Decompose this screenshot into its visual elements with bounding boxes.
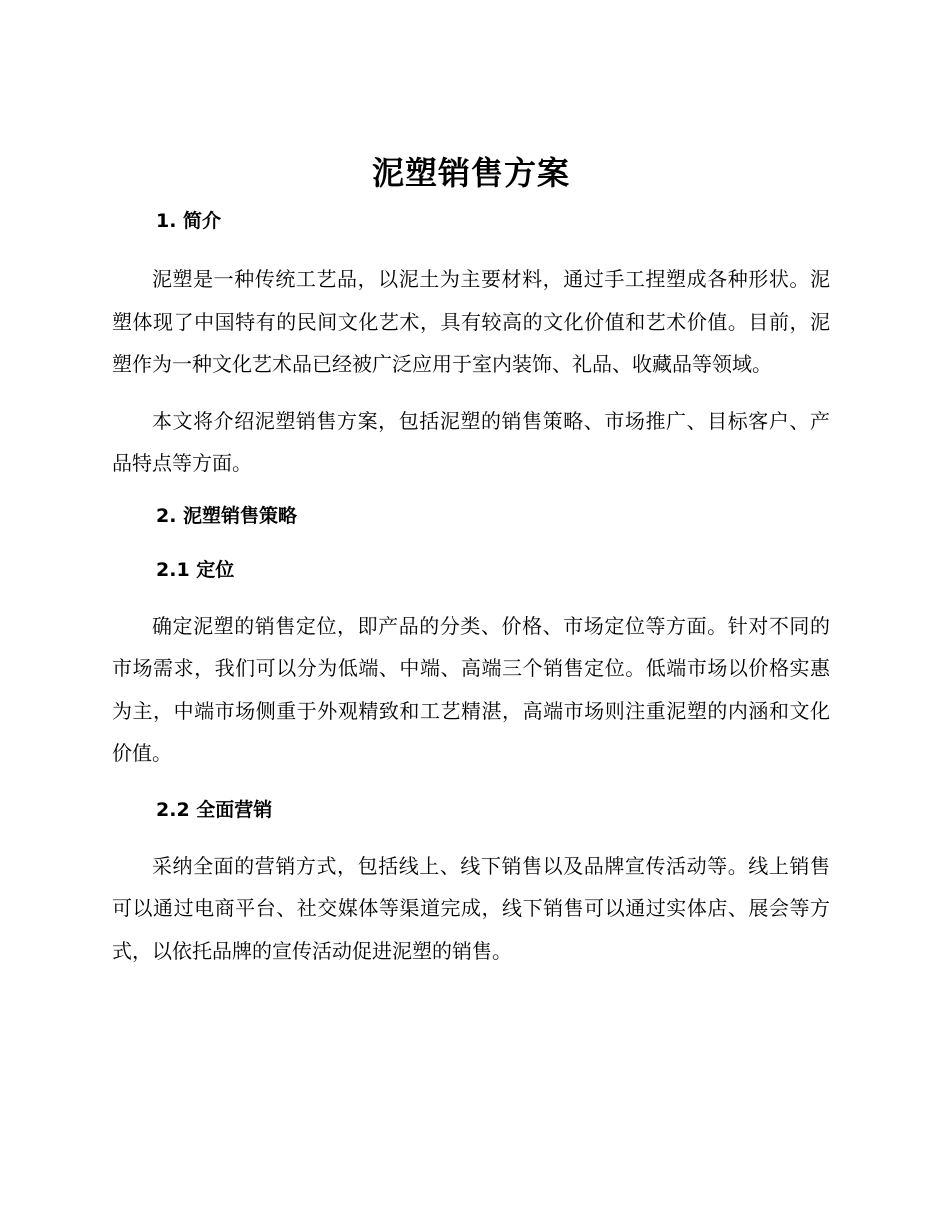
intro-paragraph-2: 本文将介绍泥塑销售方案，包括泥塑的销售策略、市场推广、目标客户、产品特点等方面。: [112, 408, 830, 475]
marketing-paragraph: 采纳全面的营销方式，包括线上、线下销售以及品牌宣传活动等。线上销售可以通过电商平台、社交媒体等渠道完成，线下销售可以通过实体店、展会等方式，以依托品牌的宣传活动促进泥塑的销售。: [112, 853, 830, 963]
subsection-heading-positioning: 2.1 定位: [156, 558, 235, 581]
section-heading-intro: 1. 简介: [156, 210, 222, 232]
intro-paragraph-1: 泥塑是一种传统工艺品，以泥土为主要材料，通过手工捏塑成各种形状。泥塑体现了中国特有的民间文化艺术，具有较高的文化价值和艺术价值。目前，泥塑作为一种文化艺术品已经被广泛应用于室内装饰、礼品、收藏品等领域。: [112, 267, 830, 376]
section-heading-sales-strategy: 2. 泥塑销售策略: [156, 504, 298, 527]
document-body: [112, 150, 830, 972]
positioning-paragraph: 确定泥塑的销售定位，即产品的分类、价格、市场定位等方面。针对不同的市场需求，我们可以分为低端、中端、高端三个销售定位。低端市场以价格实惠为主，中端市场侧重于外观精致和工艺精湛，高端市场则注重泥塑的内涵和文化价值。: [112, 613, 830, 765]
document-title: 泥塑销售方案: [371, 154, 570, 192]
subsection-heading-marketing: 2.2 全面营销: [156, 798, 273, 821]
